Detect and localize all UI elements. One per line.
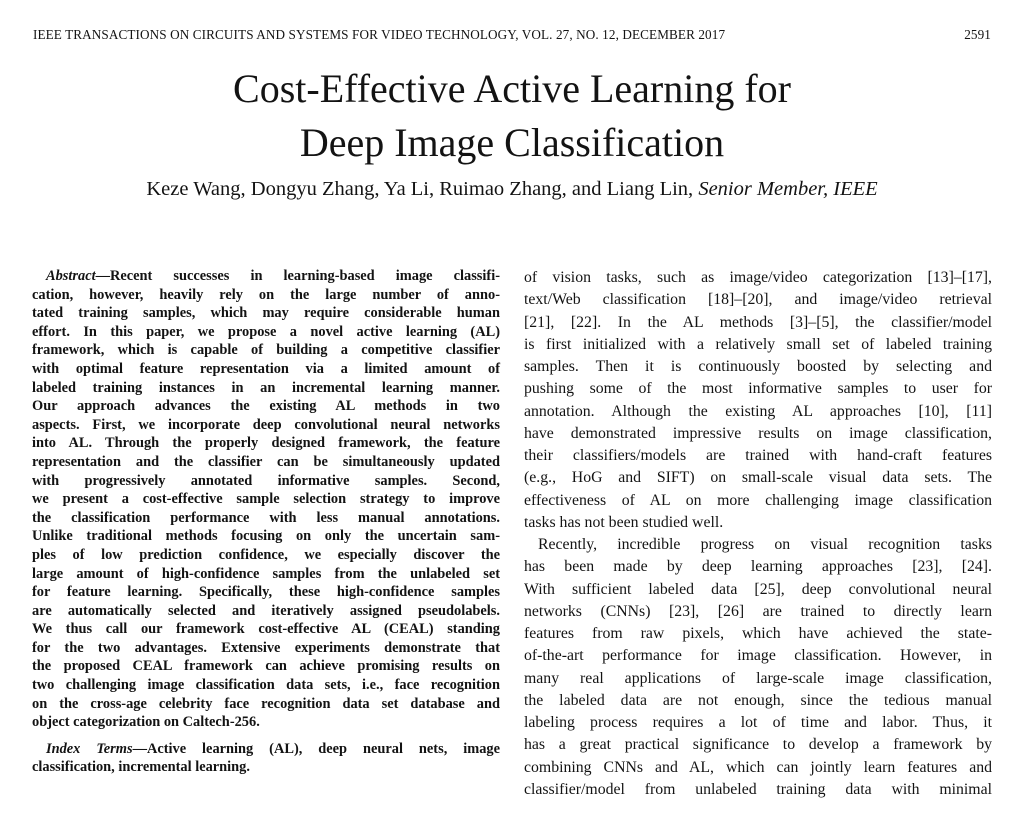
text-line: cation, however, heavily rely on the large number of anno- <box>32 286 500 303</box>
text-line: into AL. Through the properly designed framework, the feature <box>32 435 500 452</box>
text-line: We thus call our framework cost-effective AL (CEAL) standing <box>32 621 500 638</box>
text-line: ples of low prediction confidence, we especially discover the <box>32 546 500 563</box>
text-line: effort. In this paper, we propose a novel active learning (AL) <box>32 323 500 340</box>
lead-dash: — <box>95 268 110 284</box>
paragraph <box>32 267 500 732</box>
text-line: of vision tasks, such as image/video categorization [13]–[17], <box>524 269 992 286</box>
text-line: two challenging image classification data sets, i.e., face recognition <box>32 677 500 694</box>
text-line: for feature learning. Specifically, these high-confidence samples <box>32 584 500 601</box>
text-line: the labeled data are not enough, since the tedious manual <box>524 691 992 709</box>
text-line: is first initialized with a relatively small set of labeled training <box>524 335 992 353</box>
two-column-body <box>0 267 1024 801</box>
text-line: annotation. Although the existing AL approaches [10], [11] <box>524 402 992 420</box>
text-line: has been made by deep learning approaches [23], [24]. <box>524 558 992 576</box>
paragraph <box>32 740 500 777</box>
paragraph <box>524 534 992 801</box>
text-line: of-the-art performance for image classification. However, in <box>524 647 992 665</box>
text-line: on the cross-age celebrity face recognition data set database and <box>32 695 500 712</box>
author-membership: Senior Member, IEEE <box>698 178 878 200</box>
text-line: Our approach advances the existing AL methods in two <box>32 398 500 415</box>
text-line: (e.g., HoG and SIFT) on small-scale visual data sets. The <box>524 469 992 487</box>
text-line: text/Web classification [18]–[20], and image/video retrieval <box>524 291 992 309</box>
text-line: tasks has not been studied well. <box>524 513 724 531</box>
text-line: tated training samples, which may require considerable human <box>32 305 500 322</box>
text-line: combining CNNs and AL, which can jointly learn features and <box>524 758 992 776</box>
journal-title: IEEE TRANSACTIONS ON CIRCUITS AND SYSTEMS FOR VIDEO TECHNOLOGY, VOL. 27, NO. 12, DECEMBER 2017 <box>33 27 726 42</box>
text-line: features from raw pixels, which have achieved the state- <box>524 625 992 642</box>
text-line: networks (CNNs) [23], [26] are trained to directly learn <box>524 602 992 620</box>
text-line: have demonstrated impressive results on image classification, <box>524 424 992 442</box>
lead-dash: — <box>132 740 147 757</box>
running-header <box>0 27 1024 42</box>
text-line: are automatically selected and iteratively assigned pseudolabels. <box>32 602 500 619</box>
paragraph <box>524 267 992 534</box>
title-line-2: Deep Image Classification <box>299 120 725 165</box>
text-line: object categorization on Caltech-256. <box>32 714 260 731</box>
text-line: samples. Then it is continuously boosted by selecting and <box>524 358 992 375</box>
text-line: classification, incremental learning. <box>32 759 250 776</box>
author-names: Keze Wang, Dongyu Zhang, Ya Li, Ruimao Zhang, and Liang Lin, <box>146 178 699 200</box>
text-line: with optimal feature representation via a limited amount of <box>32 360 500 377</box>
right-column <box>524 267 992 801</box>
text-line: for the two advantages. Extensive experiments demonstrate that <box>32 639 500 656</box>
paragraph-lead: Abstract <box>46 268 96 284</box>
line-text: Active learning (AL), deep neural nets, image <box>146 740 500 757</box>
title-line-1: Cost-Effective Active Learning for <box>233 66 791 111</box>
text-line: pushing some of the most informative samples to user for <box>524 380 992 398</box>
text-line: large amount of high-confidence samples from the unlabeled set <box>32 565 500 582</box>
text-line: representation and the classifier can be simultaneously updated <box>32 453 500 470</box>
text-line: the classification performance with less manual annotations. <box>32 509 500 526</box>
text-line: labeled training instances in an incremental learning manner. <box>32 379 500 396</box>
text-line: many real applications of large-scale image classification, <box>524 669 992 687</box>
text-line: has a great practical significance to develop a framework by <box>524 736 992 754</box>
text-line: their classifiers/models are trained with hand-craft features <box>524 447 992 464</box>
line-text: Recent successes in learning-based image classifi- <box>109 268 500 284</box>
text-line: Unlike traditional methods focusing on only the uncertain sam- <box>32 528 500 545</box>
author-line <box>0 177 1024 201</box>
text-line <box>32 740 500 759</box>
text-line: [21], [22]. In the AL methods [3]–[5], the classifier/model <box>524 313 992 331</box>
text-line: classifier/model from unlabeled training data with minimal <box>524 780 992 798</box>
text-line: labeling process requires a lot of time and labor. Thus, it <box>524 714 992 731</box>
paragraph-lead: Index Terms <box>46 740 133 757</box>
text-line: the proposed CEAL framework can achieve promising results on <box>32 658 500 675</box>
text-line <box>32 267 500 286</box>
text-line: with progressively annotated informative samples. Second, <box>32 472 500 489</box>
left-column <box>32 267 500 801</box>
text-line: aspects. First, we incorporate deep convolutional neural networks <box>32 416 500 433</box>
text-line: we present a cost-effective sample selection strategy to improve <box>32 491 500 508</box>
paper-title <box>0 62 1024 170</box>
page-number: 2591 <box>964 27 991 42</box>
text-line: Recently, incredible progress on visual recognition tasks <box>538 536 992 553</box>
paper-page <box>0 27 1024 813</box>
text-line: framework, which is capable of building a competitive classifier <box>32 342 500 359</box>
text-line: effectiveness of AL on more challenging image classification <box>524 491 992 509</box>
text-line: With sufficient labeled data [25], deep convolutional neural <box>524 580 992 598</box>
